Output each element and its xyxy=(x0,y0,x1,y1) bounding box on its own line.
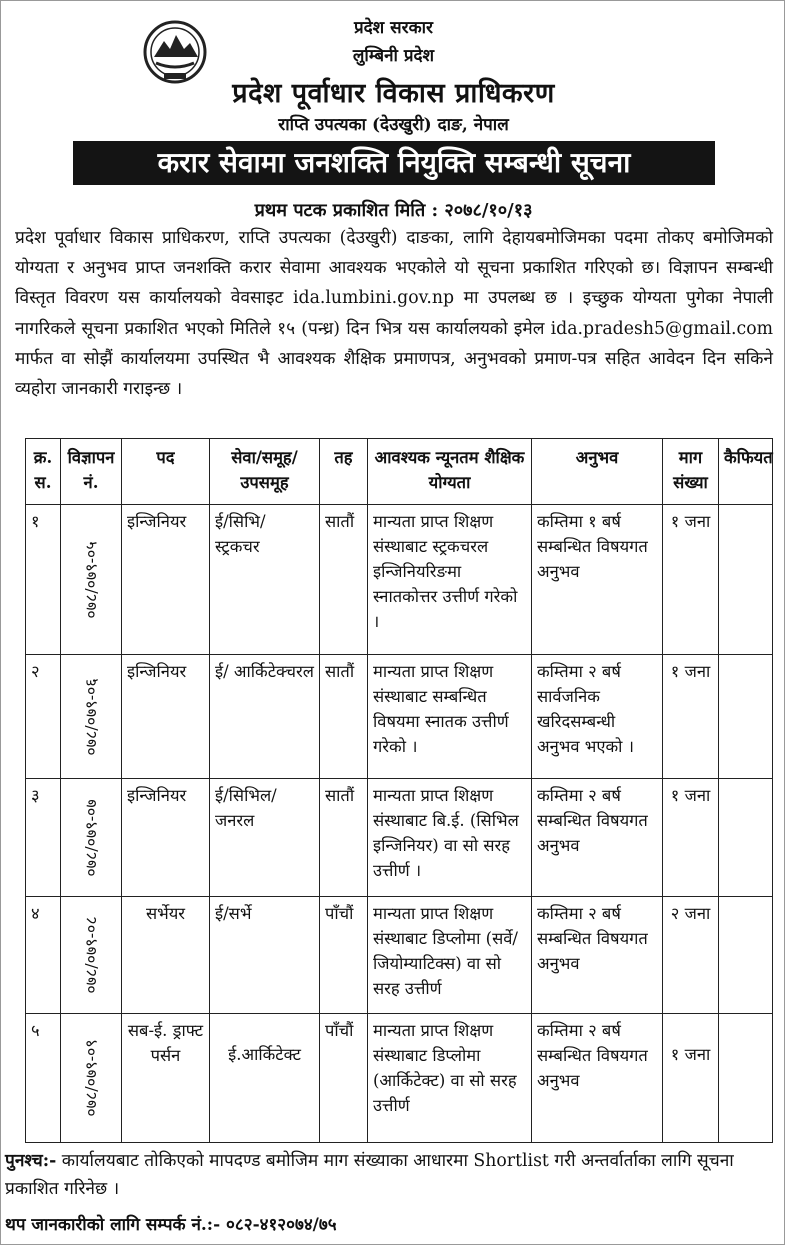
notice-title-banner: करार सेवामा जनशक्ति नियुक्ति सम्बन्धी सूचना xyxy=(73,141,715,185)
row-ad-no xyxy=(61,897,122,1014)
header-experience: अनुभव xyxy=(532,439,663,505)
row-remarks xyxy=(719,505,773,655)
row-level: सातौं xyxy=(320,779,368,897)
vacancy-table xyxy=(25,438,773,1143)
row-demand: २ जना xyxy=(663,897,719,1014)
row-remarks xyxy=(719,655,773,779)
row-level: पाँचौं xyxy=(320,897,368,1014)
table-row xyxy=(26,897,773,1014)
table-row xyxy=(26,1014,773,1143)
header-qualification: आवश्यक न्यूनतम शैक्षिक योग्यता xyxy=(368,439,532,505)
header-address: राप्ति उपत्यका (देउखुरी) दाङ, नेपाल xyxy=(278,115,509,135)
row-ad-no xyxy=(61,779,122,897)
row-remarks xyxy=(719,897,773,1014)
row-post: इन्जिनियर xyxy=(122,779,210,897)
row-sn: २ xyxy=(26,655,61,779)
row-post: सब-ई. ड्राफ्ट पर्सन xyxy=(122,1014,210,1143)
row-experience: कम्तिमा २ बर्ष सम्बन्धित विषयगत अनुभव xyxy=(532,1014,663,1143)
header-service: सेवा/समूह/ उपसमूह xyxy=(210,439,320,505)
postscript-text: कार्यालयबाट तोकिएको मापदण्ड बमोजिम माग संख्याका आधारमा Shortlist गरी अन्तर्वार्ताका लागि सूचना प्रकाशित गरिनेछ । xyxy=(5,1151,734,1199)
ad-no-text: ०७८/०७९-०८ xyxy=(81,916,101,994)
ad-no-text: ०७८/०७९-०७ xyxy=(81,798,101,877)
row-level: सातौं xyxy=(320,505,368,655)
postscript-label: पुनश्च:- xyxy=(5,1151,57,1171)
row-experience: कम्तिमा २ बर्ष सम्बन्धित विषयगत अनुभव xyxy=(532,779,663,897)
row-remarks xyxy=(719,1014,773,1143)
row-qualification: मान्यता प्राप्त शिक्षण संस्थाबाट डिप्लोमा (आर्किटेक्ट) वा सो सरह उत्तीर्ण xyxy=(368,1014,532,1143)
ad-no-text: ०७८/०७९-०५ xyxy=(81,540,101,619)
row-service: ई/सिभि/ स्ट्रकचर xyxy=(210,505,320,655)
row-post: इन्जिनियर xyxy=(122,655,210,779)
row-service: ई/सिभिल/ जनरल xyxy=(210,779,320,897)
header-post: पद xyxy=(122,439,210,505)
row-level: पाँचौं xyxy=(320,1014,368,1143)
header-sn: क्र. स. xyxy=(26,439,61,505)
row-sn: ४ xyxy=(26,897,61,1014)
row-demand: १ जना xyxy=(663,655,719,779)
row-remarks xyxy=(719,779,773,897)
row-level: सातौं xyxy=(320,655,368,779)
table-header-row xyxy=(26,439,773,505)
table-row xyxy=(26,779,773,897)
row-sn: १ xyxy=(26,505,61,655)
header-level: तह xyxy=(320,439,368,505)
publication-date: प्रथम पटक प्रकाशित मिति : २०७८/१०/१३ xyxy=(254,200,533,221)
header-ad-no: विज्ञापन नं. xyxy=(61,439,122,505)
contact-info: थप जानकारीको लागि सम्पर्क नं.:- ०८२-४१२०७४/७५ xyxy=(5,1215,337,1235)
intro-paragraph xyxy=(15,223,773,404)
row-experience: कम्तिमा १ बर्ष सम्बन्धित विषयगत अनुभव xyxy=(532,505,663,655)
ad-no-text: ०७८/०७९-०९ xyxy=(81,1039,101,1117)
row-qualification: मान्यता प्राप्त शिक्षण संस्थाबाट स्ट्रकचरल इन्जिनियरिङमा स्नातकोत्तर उत्तीर्ण गरेको । xyxy=(368,505,532,655)
row-demand: १ जना xyxy=(663,505,719,655)
row-demand: १ जना xyxy=(663,1014,719,1143)
row-sn: ३ xyxy=(26,779,61,897)
row-service: ई/सर्भे xyxy=(210,897,320,1014)
table-row xyxy=(26,655,773,779)
row-service: ई.आर्किटेक्ट xyxy=(210,1014,320,1143)
row-ad-no xyxy=(61,1014,122,1143)
row-qualification: मान्यता प्राप्त शिक्षण संस्थाबाट सम्बन्धित विषयमा स्नातक उत्तीर्ण गरेको । xyxy=(368,655,532,779)
intro-text: प्रदेश पूर्वाधार विकास प्राधिकरण, राप्ति उपत्यका (देउखुरी) दाङका, लागि देहायबमोजिमका पदमा तोकए बमोजिमको योग्यता र अनुभव प्राप्त जनशक्ति करार सेवामा आवश्यक भएकोले यो सूचना प्रकाशित गरिएको छ। विज्ञापन सम्बन्धी विस्तृत विवरण यस कार्यालयको वेवसाइट ida.lumbini.gov.np मा उपलब्ध छ । इच्छुक योग्यता पुगेका नेपाली नागरिकले सूचना प्रकाशित भएको मितिले १५ (पन्ध्र) दिन भित्र यस कार्यालयको इमेल ida.pradesh5@gmail.com मार्फत वा सोझैं कार्यालयमा उपस्थित भै आवश्यक शैक्षिक प्रमाणपत्र, अनुभवको प्रमाण-पत्र सहित आवेदन दिन सकिने व्यहोरा जानकारी गराइन्छ । xyxy=(15,228,773,400)
row-post: इन्जिनियर xyxy=(122,505,210,655)
header-demand: माग संख्या xyxy=(663,439,719,505)
header-office: प्रदेश पूर्वाधार विकास प्राधिकरण xyxy=(232,78,555,109)
row-post: सर्भेयर xyxy=(122,897,210,1014)
row-ad-no xyxy=(61,655,122,779)
table-row xyxy=(26,505,773,655)
row-ad-no xyxy=(61,505,122,655)
row-experience: कम्तिमा २ बर्ष सम्बन्धित विषयगत अनुभव xyxy=(532,897,663,1014)
ad-no-text: ०७८/०७९-०६ xyxy=(81,677,101,756)
header-remarks: कैफियत xyxy=(719,439,773,505)
row-qualification: मान्यता प्राप्त शिक्षण संस्थाबाट बि.ई. (सिभिल इन्जिनियर) वा सो सरह उत्तीर्ण । xyxy=(368,779,532,897)
header-province: लुम्बिनी प्रदेश xyxy=(352,46,435,66)
row-sn: ५ xyxy=(26,1014,61,1143)
row-demand: १ जना xyxy=(663,779,719,897)
postscript-note xyxy=(5,1147,777,1203)
header-government: प्रदेश सरकार xyxy=(353,18,434,38)
row-qualification: मान्यता प्राप्त शिक्षण संस्थाबाट डिप्लोमा (सर्वे/जियोम्याटिक्स) वा सो सरह उत्तीर्ण xyxy=(368,897,532,1014)
row-experience: कम्तिमा २ बर्ष सार्वजनिक खरिदसम्बन्धी अनुभव भएको । xyxy=(532,655,663,779)
row-service: ई/ आर्किटेक्चरल xyxy=(210,655,320,779)
